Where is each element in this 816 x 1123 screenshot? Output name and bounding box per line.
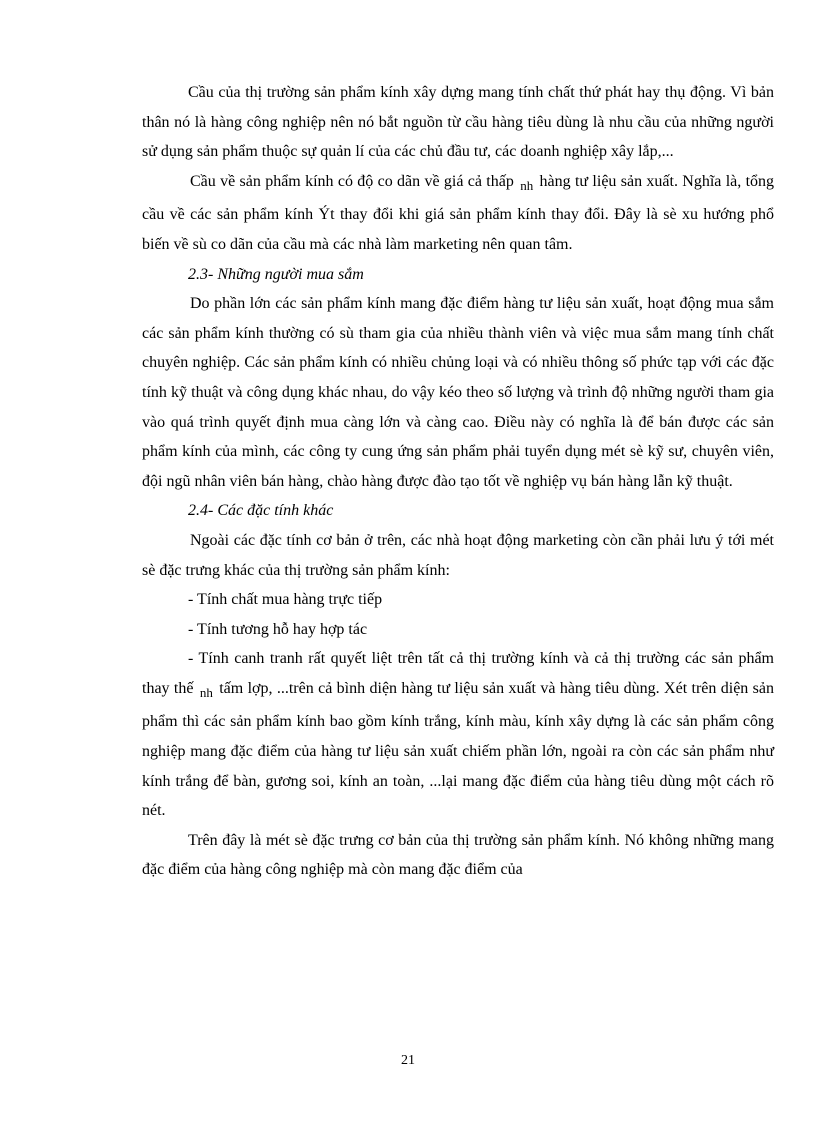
paragraph-price-elasticity-part2: hàng tư liệu sản xuất. Nghĩa là, tổng cầu về các sản phẩm kính Ýt thay đổi khi giá sản phẩm kính thay đổi. Đây là sè xu hướng phổ biến về sù co dãn của cầu mà các nhà làm marketing nên quan tâm. xyxy=(142,172,775,253)
bullet-cooperation: - Tính tương hỗ hay hợp tác xyxy=(188,620,368,638)
bullet-direct-purchase: - Tính chất mua hàng trực tiếp xyxy=(188,591,383,609)
section-heading-2-3: 2.3- Những người mua sắm xyxy=(188,265,364,283)
paragraph-buyers: Do phần lớn các sản phẩm kính mang đặc điểm hàng tư liệu sản xuất, hoạt động mua sắm các sản phẩm kính thường có sù tham gia của nhiều thành viên và việc mua sắm mang tính chất chuyên nghiệp. Các sản phẩm kính có nhiều chủng loại và có nhiều thông số phức tạp với các đặc tính kỹ thuật và công dụng khác nhau, do vậy kéo theo số lượng và trình độ những người tham gia vào quá trình quyết định mua càng lớn và càng cao. Điều này có nghĩa là để bán được các sản phẩm kính của mình, các công ty cung ứng sản phẩm phải tuyển dụng mét sè kỹ sư, chuyên viên, đội ngũ nhân viên bán hàng, chào hàng được đào tạo tốt về nghiệp vụ bán hàng lẫn kỹ thuật. xyxy=(142,295,774,490)
subscript-nh: nh xyxy=(520,177,534,193)
paragraph-price-elasticity xyxy=(142,167,774,260)
bullet-competition xyxy=(142,644,774,826)
bullet-competition-part2: tấm lợp, ...trên cả bình diện hàng tư liệu sản xuất và hàng tiêu dùng. Xét trên diện sản phẩm thì các sản phẩm kính bao gồm kính trắng, kính màu, kính xây dựng là các sản phẩm công nghiệp mang đặc điểm của hàng tư liệu sản xuất chiếm phần lớn, ngoài ra còn các sản phẩm như kính trắng để bàn, gương soi, kính an toàn, ...lại mang đặc điểm của hàng tiêu dùng một cách rõ nét. xyxy=(142,679,775,820)
paragraph-demand-nature: Cầu của thị trường sản phẩm kính xây dựng mang tính chất thứ phát hay thụ động. Vì bản thân nó là hàng công nghiệp nên nó bắt nguồn từ cầu hàng tiêu dùng là nhu cầu của những người sử dụng sản phẩm thuộc sự quản lí của các chủ đầu tư, các doanh nghiệp xây lắp,... xyxy=(142,84,774,161)
paragraph-price-elasticity-part1: Cầu về sản phẩm kính có độ co dãn về giá cả thấp xyxy=(190,172,514,190)
subscript-nh-2: nh xyxy=(199,684,213,700)
section-heading-2-4: 2.4- Các đặc tính khác xyxy=(188,502,334,520)
document-body xyxy=(142,78,774,885)
page-number: 21 xyxy=(401,1053,415,1068)
bullet-competition-part1: - Tính canh tranh rất quyết liệt trên tất cả thị trường kính và cả thị trường các sản phẩm thay thế xyxy=(142,650,774,697)
paragraph-summary: Trên đây là mét sè đặc trưng cơ bản của thị trường sản phẩm kính. Nó không những mang đặc điểm của hàng công nghiệp mà còn mang đặc điểm của xyxy=(142,831,774,879)
paragraph-other-traits: Ngoài các đặc tính cơ bản ở trên, các nhà hoạt động marketing còn cần phải lưu ý tới mét sè đặc trưng khác của thị trường sản phẩm kính: xyxy=(142,531,774,579)
